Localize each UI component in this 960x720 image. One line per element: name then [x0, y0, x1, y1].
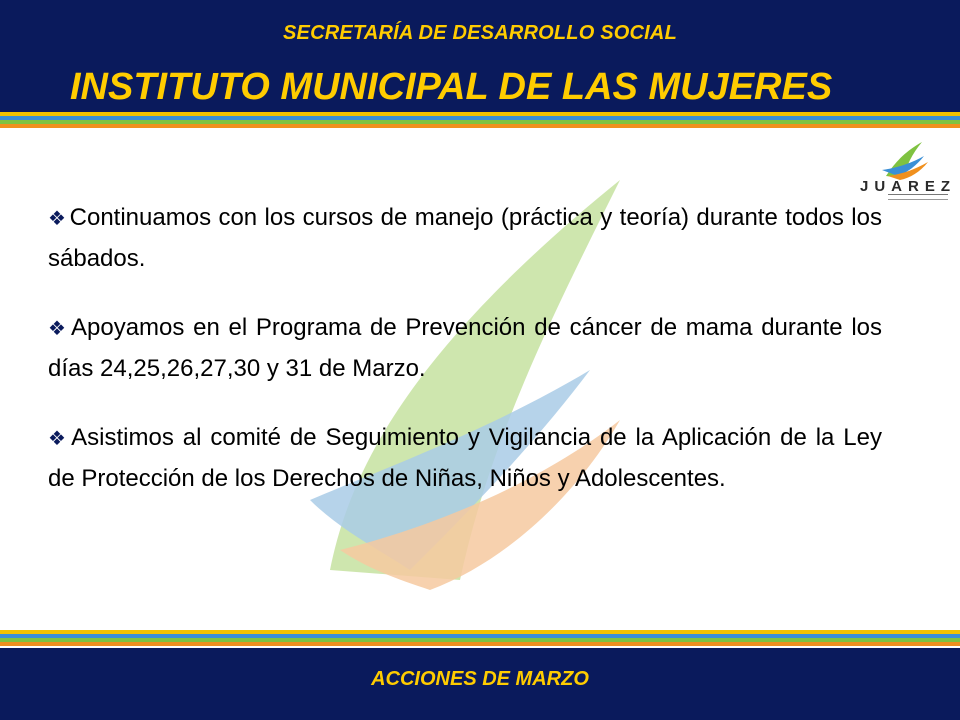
- footer-stripes: [0, 630, 960, 646]
- list-item: [48, 308, 882, 388]
- logo-wordmark: JUAREZ: [860, 178, 957, 195]
- list-item-text: Asistimos al comité de Seguimiento y Vigilancia de la Aplicación de la Ley de Protección de los Derechos de Niñas, Niños y Adolescentes.: [48, 424, 882, 492]
- diamond-bullet-icon: ❖: [48, 318, 68, 340]
- list-item: [48, 418, 882, 498]
- footer-banner: [0, 648, 960, 720]
- content-list: [48, 198, 882, 528]
- juarez-logo: [858, 140, 958, 206]
- header-banner: [0, 0, 960, 112]
- list-item-text: Continuamos con los cursos de manejo (práctica y teoría) durante todos los sábados.: [48, 204, 882, 272]
- header-stripes: [0, 112, 960, 128]
- juarez-logo-icon: [878, 140, 938, 180]
- list-item-text: Apoyamos en el Programa de Prevención de cáncer de mama durante los días 24,25,26,27,30 y 31 de Marzo.: [48, 314, 882, 382]
- list-item: [48, 198, 882, 278]
- diamond-bullet-icon: ❖: [48, 208, 67, 230]
- footer-title: ACCIONES DE MARZO: [371, 668, 589, 690]
- department-name: SECRETARÍA DE DESARROLLO SOCIAL: [283, 22, 677, 44]
- page-title: INSTITUTO MUNICIPAL DE LAS MUJERES: [70, 66, 833, 108]
- logo-subline: [888, 194, 948, 200]
- diamond-bullet-icon: ❖: [48, 428, 69, 450]
